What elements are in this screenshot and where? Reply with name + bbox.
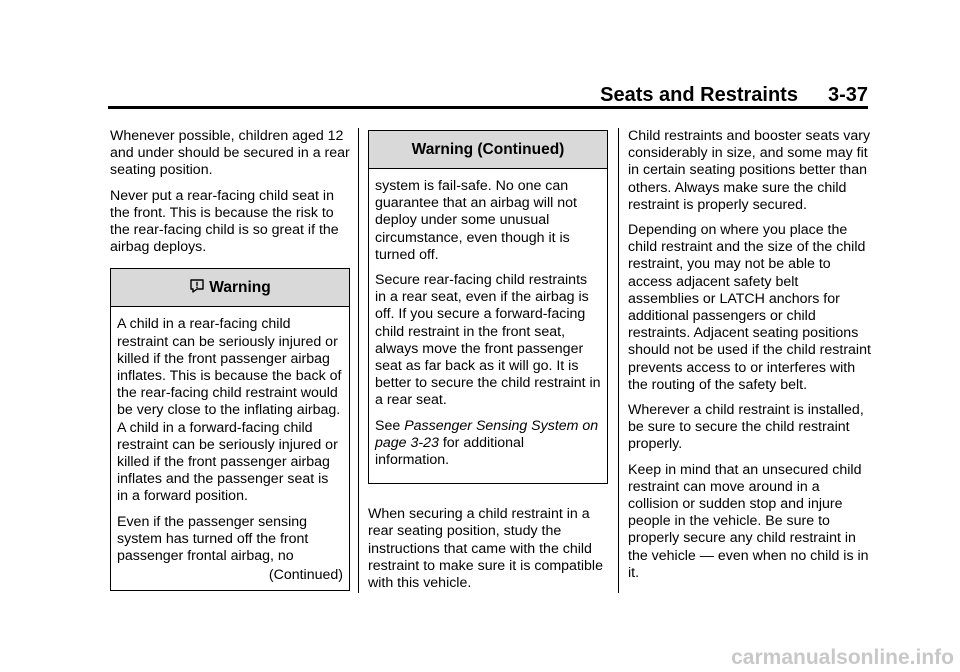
column-divider <box>358 128 359 593</box>
page-header <box>108 84 868 107</box>
warning-continued-box <box>368 130 608 484</box>
section-title: Seats and Restraints <box>600 84 798 106</box>
warning-header <box>111 269 349 307</box>
paragraph: When securing a child restraint in a rear seating position, study the instructions that came with the child restraint to make sure it is compatible with this vehicle. <box>368 506 603 592</box>
paragraph: Never put a rear-facing child seat in the front. This is because the risk to the rear-facing child is so great if the airbag deploys. <box>110 187 339 256</box>
see-prefix: See <box>375 417 405 434</box>
warning-header <box>369 131 607 169</box>
warning-text: system is fail-safe. No one can guarantee that an airbag will not deploy under some unusual circumstance, even though it is turned off. <box>375 178 577 263</box>
warning-text: A child in a rear-facing child restraint can be seriously injured or killed if the front passenger airbag inflates. This is because the back of the rear-facing child restraint would be very close to the inflating airbag. A child in a forward-facing child restraint can be seriously injured or killed if the front passenger airbag inflates and the passenger seat is in a forward position. <box>117 316 342 505</box>
see-suffix: for additional information. <box>375 434 525 469</box>
column-divider <box>618 128 619 593</box>
column-3 <box>628 128 873 590</box>
warning-text: Even if the passenger sensing system has turned off the front passenger frontal airbag, no <box>117 513 309 565</box>
warning-text: Secure rear-facing child restraints in a rear seat, even if the airbag is off. If you secure a forward-facing child restraint in the front seat, always move the front passenger seat as far back as it will go. It is better to secure the child restraint in a rear seat. <box>375 272 601 409</box>
warning-title: Warning (Continued) <box>411 141 565 158</box>
column-1 <box>110 128 350 613</box>
paragraph: Depending on where you place the child restraint and the size of the child restraint, you may not be able to access adjacent safety belt assemblies or LATCH anchors for additional passengers or child restraints. Adjacent seating positions should not be used if the child restraint prevents access to or interferes with the routing of the safety belt. <box>628 222 871 393</box>
paragraph: Wherever a child restraint is installed, be sure to secure the child restraint properly. <box>628 402 864 453</box>
watermark: carmanualsonline.info <box>731 646 954 669</box>
warning-box <box>110 268 350 591</box>
page-number: 3-37 <box>827 84 868 106</box>
column-2 <box>368 130 608 600</box>
header-rule <box>108 106 868 109</box>
warning-body <box>111 307 349 590</box>
warning-text <box>375 418 601 470</box>
warning-body <box>369 169 607 483</box>
continued-label: (Continued) <box>268 567 343 584</box>
paragraph: Whenever possible, children aged 12 and under should be secured in a rear seating position. <box>110 128 350 179</box>
warning-icon <box>189 271 205 308</box>
paragraph: Keep in mind that an unsecured child restraint can move around in a collision or sudden stop and injure people in the vehicle. Be sure to properly secure any child restraint in the vehicle — even when no child is in it. <box>628 461 869 581</box>
cross-reference-link[interactable]: Passenger Sensing System on page 3-23 <box>375 417 599 451</box>
warning-title: Warning <box>209 279 271 297</box>
paragraph: Child restraints and booster seats vary considerably in size, and some may fit in certain seating positions better than others. Always make sure the child restraint is properly secured. <box>628 128 871 213</box>
